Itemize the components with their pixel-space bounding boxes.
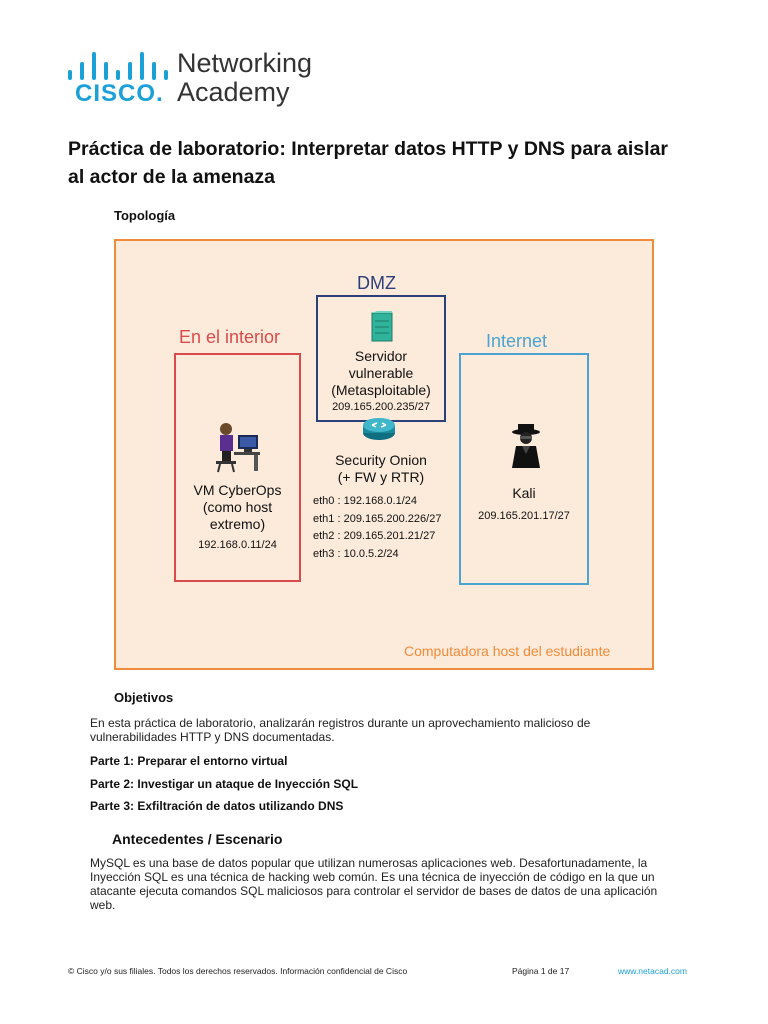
interface-eth1: eth1 : 209.165.200.226/27 <box>313 512 442 525</box>
topology-heading: Topología <box>114 208 176 223</box>
footer-copyright: © Cisco y/o sus filiales. Todos los derechos reservados. Información confidencial de Cisco <box>68 966 408 976</box>
cyberops-label: VM CyberOps (como host extremo) 192.168.0.11/24 <box>174 482 301 554</box>
background-heading: Antecedentes / Escenario <box>112 831 283 847</box>
logo-line-networking: Networking <box>177 48 313 78</box>
server-label: Servidor vulnerable (Metasploitable) 209.165.200.235/27 <box>316 348 446 416</box>
objective-part-1: Parte 1: Preparar el entorno virtual <box>90 754 288 768</box>
objective-part-3: Parte 3: Exfiltración de datos utilizando DNS <box>90 799 344 813</box>
zone-dmz-label: DMZ <box>357 273 396 293</box>
page-title: Práctica de laboratorio: Interpretar datos HTTP y DNS para aislar al actor de la amenaza <box>68 138 668 188</box>
server-ip: 209.165.200.235/27 <box>332 401 430 413</box>
router-label: Security Onion (+ FW y RTR) <box>335 452 427 485</box>
cyberops-ip: 192.168.0.11/24 <box>198 539 277 551</box>
objectives-heading: Objetivos <box>114 690 174 705</box>
background-paragraph: MySQL es una base de datos popular que utilizan numerosas aplicaciones web. Desafortunadamente, la Inyección SQL es una técnica de hacking web común. Es una técnica de inyección de código en la que un atacante ejecuta comandos SQL maliciosos para controlar el servidor de bases de datos de una aplicación web. <box>90 856 658 912</box>
footer-page-number: Página 1 de 17 <box>512 966 570 976</box>
cisco-networking-academy-logo <box>68 48 328 112</box>
hacker-icon <box>508 424 544 470</box>
objective-part-2: Parte 2: Investigar un ataque de Inyección SQL <box>90 777 359 791</box>
logo-line-academy: Academy <box>177 77 290 107</box>
host-computer-label: Computadora host del estudiante <box>404 643 611 659</box>
interface-eth0: eth0 : 192.168.0.1/24 <box>313 495 417 507</box>
zone-interior-label: En el interior <box>179 327 281 347</box>
kali-label: Kali 209.165.201.17/27 <box>459 485 589 525</box>
footer-url-link[interactable]: www.netacad.com <box>618 966 687 976</box>
topology-diagram <box>114 239 654 670</box>
logo-text <box>177 49 312 107</box>
interface-eth3: eth3 : 10.0.5.2/24 <box>313 547 399 560</box>
router-interfaces <box>313 493 441 563</box>
objectives-intro: En esta práctica de laboratorio, analizarán registros durante un aprovechamiento malicioso de vulnerabilidades HTTP y DNS documentadas. <box>90 716 591 744</box>
router-icon <box>362 417 396 441</box>
cisco-wordmark: CISCO. <box>75 80 164 107</box>
workstation-user-icon <box>214 421 262 473</box>
kali-ip: 209.165.201.17/27 <box>478 510 570 522</box>
zone-internet-label: Internet <box>486 331 548 351</box>
cisco-bars-icon <box>68 52 168 80</box>
server-icon <box>371 311 393 343</box>
interface-eth2: eth2 : 209.165.201.21/27 <box>313 530 436 542</box>
